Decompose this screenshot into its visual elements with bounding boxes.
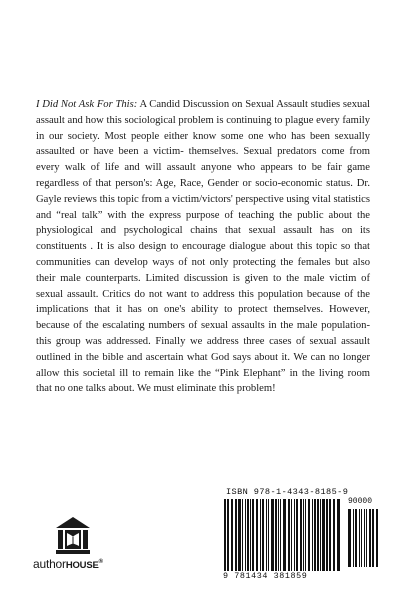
barcode-bar (268, 499, 269, 571)
barcode-bar (348, 509, 351, 567)
barcode-bar (242, 499, 243, 571)
barcode-bar (305, 499, 306, 571)
barcode-bar (256, 499, 258, 571)
barcode-bar (303, 499, 304, 571)
barcode-bar (278, 499, 279, 571)
price-code-label: 90000 (348, 497, 373, 506)
barcode-bar (275, 499, 277, 571)
barcode-bar (361, 509, 362, 567)
barcode-bar (283, 499, 286, 571)
barcode-bar (326, 499, 328, 571)
barcode-bar (353, 509, 354, 567)
book-title: I Did Not Ask For This: (36, 99, 138, 110)
back-cover-description (36, 97, 370, 397)
barcode-bar (247, 499, 249, 571)
barcode-bar (271, 499, 274, 571)
barcode-bar (369, 509, 371, 567)
description-body: A Candid Discussion on Sexual Assault studies sexual assault and how this sociological problem is continuing to plague every family in our society. Most people either know some one who has been sexually assaulted or have been a victim- themselves. Sexual predators come from every walk of life and will assault anyone who appears to be fair game regardless of that person's: Age, Race, Gender or socio-economic status. Dr. Gayle reviews this topic from a victim/victors' perspective using vital statistics and “real talk” with the express purpose of teaching the public about the physiological and psychological chains that sexual assault has on its constituents . It is also design to encourage dialogue about this topic so that communities can develop ways of not only protecting the females but also their male counterparts. Limited discussion is given to the male victim of sexual assault. Critics do not want to address this population because of the implications that it has on one's ability to protect themselves. However, because of the escalating numbers of sexual assaults in the male population-this group was addressed. Finally we address three cases of sexual assault outlined in the bible and ascertain what God says about it. We can no longer allow this societal ill to remain like the “Pink Elephant” in the living room that no one talks about. We must eliminate this problem! (36, 99, 370, 395)
barcode-bar (238, 499, 241, 571)
barcode-bar (308, 499, 310, 571)
isbn-barcode (222, 487, 382, 583)
barcode-bar (312, 499, 313, 571)
barcode-bar (294, 499, 295, 571)
barcode-bar (224, 499, 226, 571)
publisher-name (33, 557, 103, 571)
price-barcode-icon (346, 509, 380, 567)
publisher-name-upper: HOUSE (65, 560, 99, 571)
barcode-bar (366, 509, 367, 567)
barcode-bar (291, 499, 292, 571)
barcode-icon (222, 499, 342, 571)
registered-mark: ® (98, 559, 103, 565)
barcode-bar (231, 499, 233, 571)
barcode-bar (314, 499, 316, 571)
barcode-bar (320, 499, 321, 571)
barcode-bar (322, 499, 325, 571)
barcode-bar (245, 499, 246, 571)
barcode-bar (376, 509, 378, 567)
barcode-bar (262, 499, 264, 571)
barcode-bar (280, 499, 281, 571)
barcode-bar (337, 499, 340, 571)
barcode-bar (266, 499, 267, 571)
barcode-bar (288, 499, 290, 571)
isbn-label: ISBN 978-1-4343-8185-9 (226, 487, 349, 497)
barcode-bar (329, 499, 331, 571)
book-house-logo-icon (55, 516, 91, 556)
barcode-bar (359, 509, 360, 567)
barcode-bar (227, 499, 229, 571)
publisher-logo (33, 516, 125, 576)
barcode-bar (300, 499, 302, 571)
barcode-bar (333, 499, 335, 571)
barcode-bar (252, 499, 254, 571)
barcode-bar (235, 499, 237, 571)
barcode-bar (317, 499, 319, 571)
barcode-bar (372, 509, 374, 567)
barcode-bar (364, 509, 365, 567)
ean-digits: 9 781434 381859 (223, 571, 308, 581)
barcode-bar (260, 499, 261, 571)
publisher-name-lower: author (33, 557, 66, 571)
barcode-bar (355, 509, 357, 567)
barcode-bar (296, 499, 298, 571)
barcode-bar (250, 499, 251, 571)
